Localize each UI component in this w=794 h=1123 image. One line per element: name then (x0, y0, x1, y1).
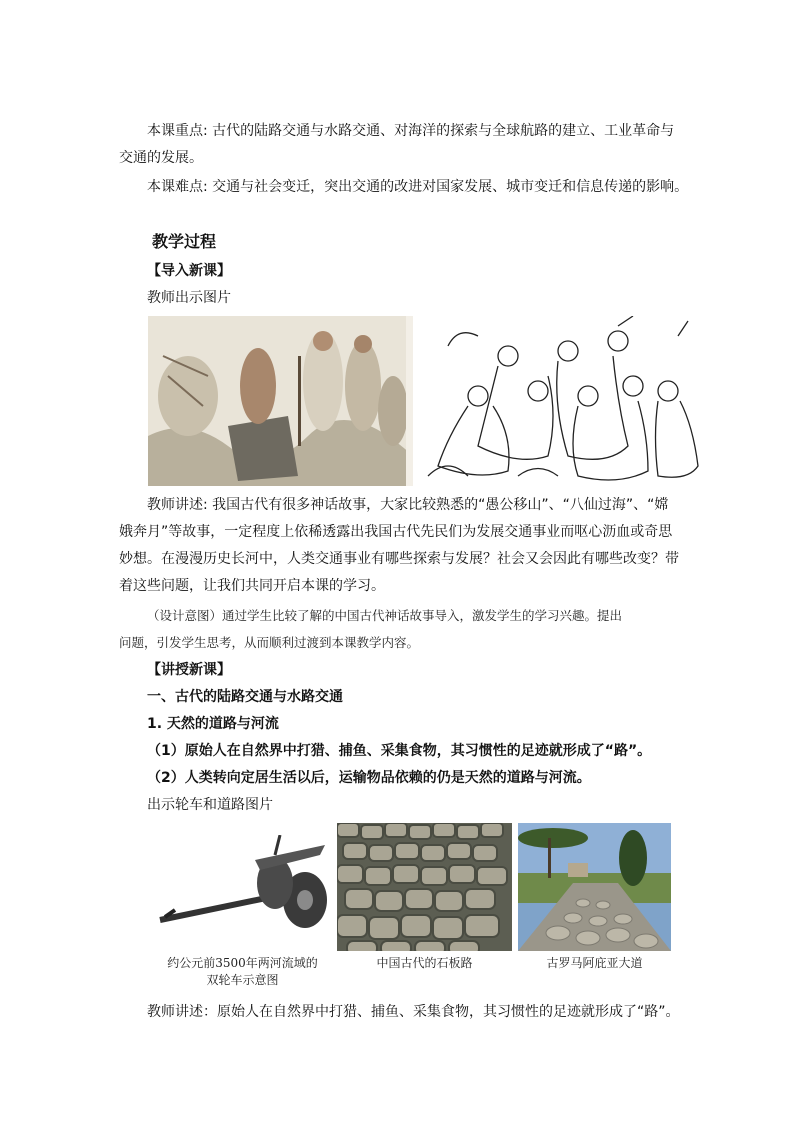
key-points-line1: 本课重点: 古代的陆路交通与水路交通、对海洋的探索与全球航路的建立、工业革命与 (147, 123, 675, 139)
difficult-points: 本课难点: 交通与社会变迁，突出交通的改进对国家发展、城市变迁和信息传递的影响。 (147, 179, 689, 195)
yugong-painting-image (148, 316, 413, 486)
eight-immortals-drawing-image (418, 316, 702, 486)
stone-road-caption: 中国古代的石板路 (376, 956, 473, 970)
new-lesson-tag: 【讲授新课】 (147, 662, 231, 678)
two-wheeled-cart-image (155, 835, 330, 945)
section-1-heading: 一、古代的陆路交通与水路交通 (147, 689, 343, 705)
show-images-line: 教师出示图片 (147, 290, 231, 306)
narration-line3: 妙想。在漫漫历史长河中，人类交通事业有哪些探索与发展？社会又会因此有哪些改变？带 (119, 551, 679, 567)
narration-line4: 着这些问题，让我们共同开启本课的学习。 (119, 578, 385, 594)
intro-tag: 【导入新课】 (147, 263, 231, 279)
design-intent-line2: 问题，引发学生思考，从而顺利过渡到本课教学内容。 (119, 635, 420, 650)
appian-way-caption: 古罗马阿庇亚大道 (546, 956, 643, 970)
point-1: （1）原始人在自然界中打猎、捕鱼、采集食物，其习惯性的足迹就形成了“路”。 (147, 743, 652, 759)
cart-caption-line2: 双轮车示意图 (206, 973, 279, 987)
design-intent-line1: （设计意图）通过学生比较了解的中国古代神话故事导入，激发学生的学习兴趣。提出 (147, 608, 623, 623)
stone-slab-road-image (337, 823, 512, 951)
subsection-1-heading: 1. 天然的道路与河流 (147, 716, 279, 732)
key-points-line2: 交通的发展。 (119, 150, 203, 166)
cart-caption-line1: 约公元前3500年两河流域的 (167, 956, 318, 970)
teaching-process-heading: 教学过程 (152, 232, 217, 251)
point-2: （2）人类转向定居生活以后，运输物品依赖的仍是天然的道路与河流。 (147, 770, 591, 786)
final-narration: 教师讲述：原始人在自然界中打猎、捕鱼、采集食物，其习惯性的足迹就形成了“路”。 (147, 1004, 680, 1020)
narration-line1: 教师讲述: 我国古代有很多神话故事，大家比较熟悉的“愚公移山”、“八仙过海”、“嫦 (147, 497, 669, 513)
show-cart-line: 出示轮车和道路图片 (147, 797, 273, 813)
appian-way-image (518, 823, 671, 951)
narration-line2: 娥奔月”等故事，一定程度上依稀透露出我国古代先民们为发展交通事业而呕心沥血或奇思 (119, 524, 673, 540)
